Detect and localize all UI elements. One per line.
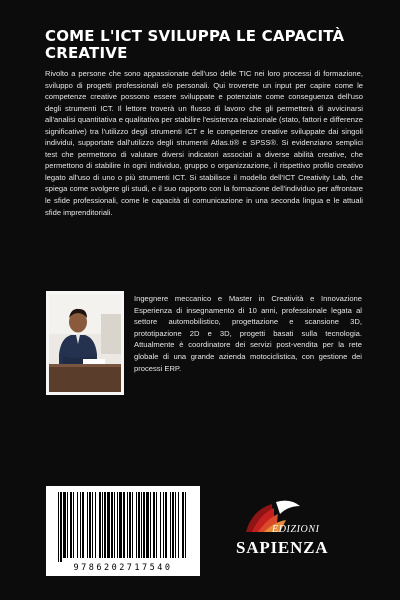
barcode-bars [56, 492, 190, 562]
publisher-edizioni: EDIZIONI [272, 524, 320, 535]
back-cover-description: Rivolto a persone che sono appassionate dell'uso delle TIC nei loro processi di formazione, sviluppo di progetti professionali e/o personali. Qui troverete un input per capire come le competenze creative possono essere sviluppate e potenziate come conseguenza dell'uso degli strumenti ICT. Il lettore troverà un flusso di lavoro che gli permetterà di avvicinarsi all'analisi quantitativa e qualitativa per stabilire l'esistenza relazionale (stato, fattori e differenze significative) tra l'utilizzo degli strumenti ICT e le competenze creative sviluppate dai singoli individui, supportate dall'utilizzo degli strumenti Atlas.ti® e SPSS®. Si evidenziano semplici test che permettono di valutare diversi indicatori associati a diverse abilità creative, che permettono di stabilire in ogni individuo, gruppo o organizzazione, il rispettivo profilo creativo legato all'uso di uno o più strumenti ICT. Si stabilisce il modello dell'ICT Creativity Lab, che spiega come svolgere gli studi, e il suo rapporto con la formazione dell'individuo per affrontare le sfide professionali, come le capacità di comunicazione in una seconda lingua e le attuali sfide imprenditoriali. [45, 69, 363, 217]
publisher-name: SAPIENZA [236, 538, 329, 557]
isbn-barcode [46, 486, 200, 576]
publisher-logo [232, 496, 342, 568]
author-bio: Ingegnere meccanico e Master in Creatività e Innovazione Esperienza di insegnamento di 10 anni, professionale legata al settore automobilistico, progettazione e scansione 3D, prototipazione 2D e 3D, progetti basati sulla tecnologia. Attualmente è coordinatore dei servizi post-vendita per la rete globale di una grande azienda motociclistica, con gestione dei processi ERP. [134, 294, 362, 373]
isbn-number: 9786202717540 [73, 563, 173, 573]
book-title: COME L'ICT SVILUPPA LE CAPACITÀ CREATIVE [45, 27, 345, 62]
author-photo [46, 291, 124, 395]
